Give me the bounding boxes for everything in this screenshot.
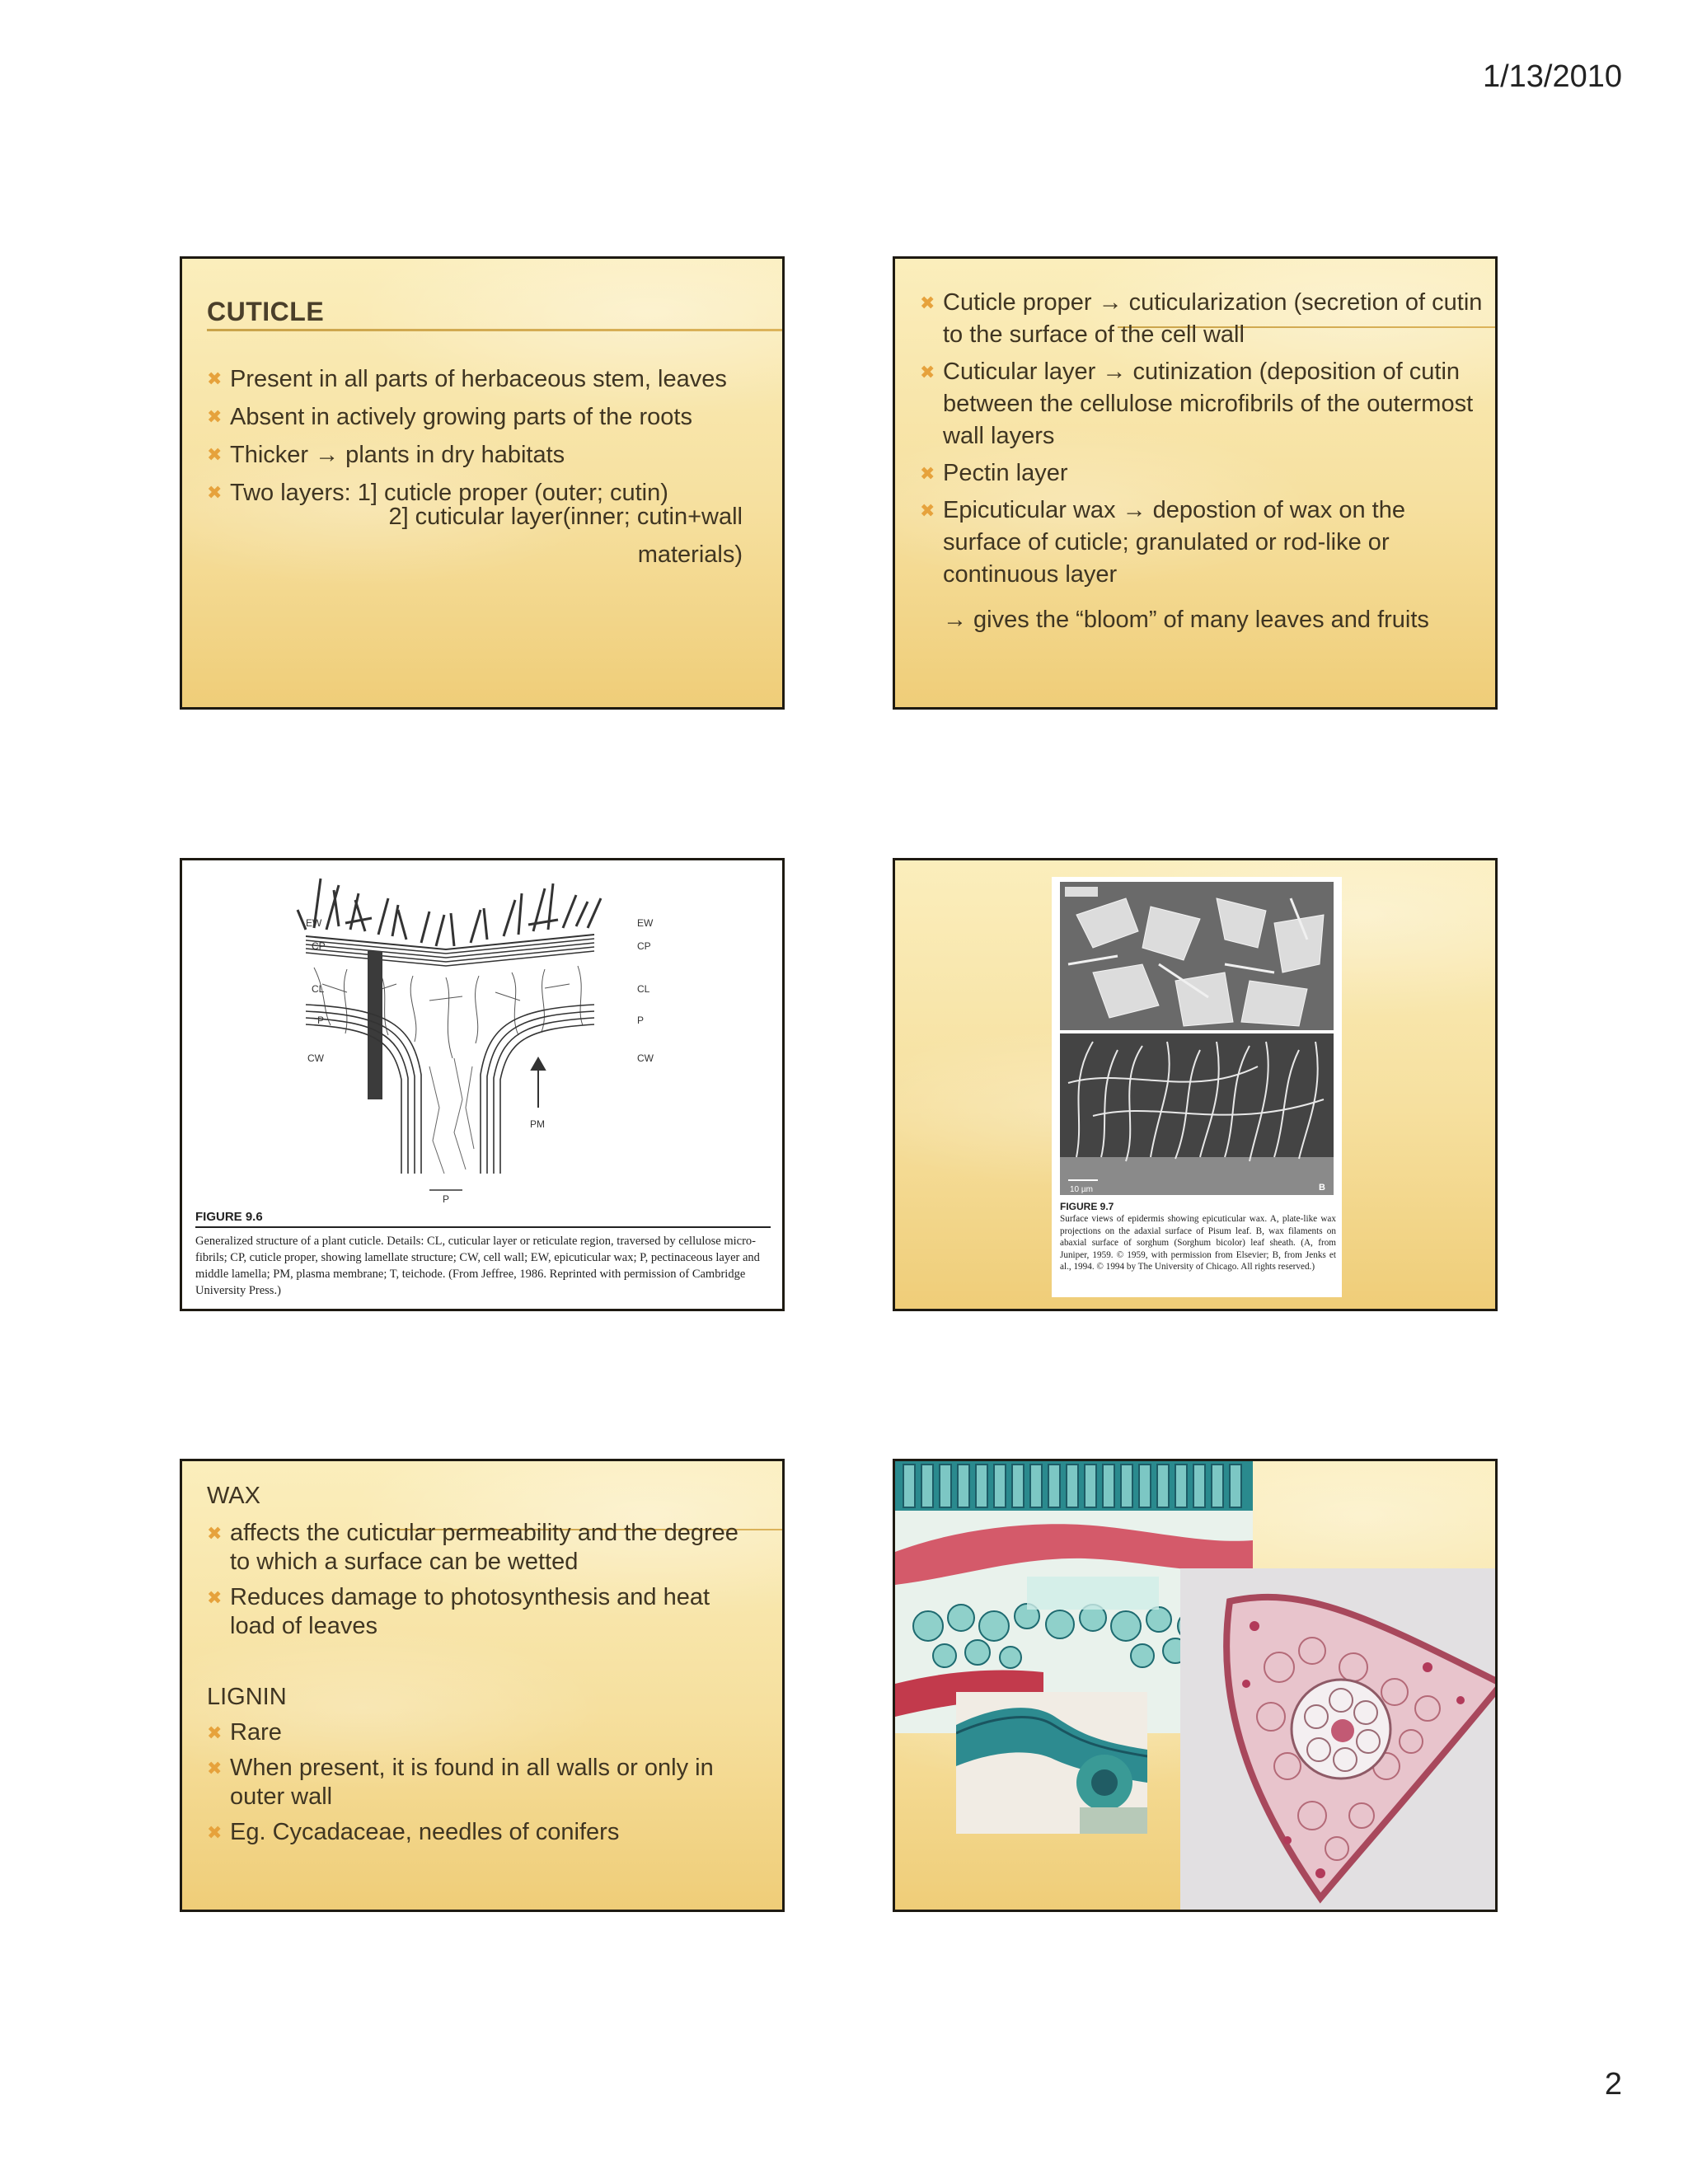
label-cp-left: CP (312, 940, 326, 952)
slide-wax-lignin (180, 1459, 785, 1912)
list-item: ✖ Rare (207, 1719, 282, 1746)
figure-caption-text: Generalized structure of a plant cuticle. Details: CL, cuticular layer or reticulate region, traversed by cellulose micro-fibrils; CP, cuticle proper, showing lamellate structure; CW, cell wall; EW, epicuticular wax; P, pectinaceous layer and middle lamella; PM, plasma membrane; T, teichode. (From Jeffree, 1986. Reprinted with permission of Cambridge University Press.) (195, 1235, 760, 1297)
label-p-left: P (317, 1015, 325, 1026)
page-number: 2 (1604, 2067, 1622, 2102)
cuticle-diagram (182, 860, 782, 1207)
panel-b-label: B (1319, 1183, 1325, 1193)
list-item: ✖ When present, it is found in all walls or only in outer wall (207, 1755, 714, 1810)
lignin-heading: LIGNIN (207, 1684, 287, 1710)
bullet-x-icon: ✖ (207, 1722, 223, 1743)
list-item: ✖ Eg. Cycadaceae, needles of conifers (207, 1819, 620, 1845)
label-p-right: P (637, 1015, 645, 1026)
list-item: ✖ Cuticular layer → cutinization (deposition of cutin between the cellulose microfibrils of the outermost wall layers (920, 356, 1489, 452)
title-underline (207, 329, 784, 331)
bullet-list (207, 363, 776, 509)
sem-micrograph-a (1060, 882, 1334, 1030)
list-item: ✖ Absent in actively growing parts of the roots (207, 401, 776, 434)
slide-title: CUTICLE (207, 297, 325, 326)
cuticle-proper (306, 935, 594, 966)
bullet-x-icon: ✖ (920, 362, 935, 382)
bullet-x-icon: ✖ (207, 482, 223, 503)
leaf-section-micrograph-3 (1180, 1568, 1498, 1912)
label-pm: PM (530, 1118, 545, 1130)
wax-bullet-list (207, 1519, 759, 1647)
scale-bar-label: 10 µm (1070, 1185, 1093, 1194)
pm-arrow (532, 1058, 545, 1108)
label-ew-left: EW (306, 917, 322, 929)
bullet-x-icon: ✖ (207, 406, 223, 427)
sem-micrograph-b (1060, 1033, 1334, 1195)
leaf-section-micrograph-2 (956, 1692, 1147, 1834)
bullet-list (920, 287, 1489, 596)
label-ew-right: EW (637, 917, 654, 929)
list-item: ✖ Reduces damage to photosynthesis and heat load of leaves (207, 1584, 710, 1639)
label-cl-left: CL (312, 983, 325, 995)
lignin-bullet-list (207, 1718, 759, 1854)
list-item: ✖ Cuticle proper → cuticularization (secretion of cutin to the surface of the cell wall (920, 287, 1489, 351)
bullet-x-icon: ✖ (920, 293, 935, 313)
list-item: ✖ Present in all parts of herbaceous stem, leaves (207, 363, 776, 396)
middle-lamella (429, 1058, 474, 1174)
figure-caption-text: Surface views of epidermis showing epicuticular wax. A, plate-like wax projections on the adaxial surface of Pisum leaf. B, wax filaments on abaxial surface of sorghum (Sorghum bicolor) leaf sheath. (A, from Juniper, 1959. © 1959, with permission from Elsevier; B, from Jenks et al., 1994. © 1994 by The University of Chicago. All rights reserved.) (1060, 1214, 1336, 1272)
figure-caption-rule (195, 1226, 771, 1228)
list-item: ✖ Pectin layer (920, 457, 1489, 490)
bullet-x-icon: ✖ (207, 368, 223, 389)
label-cw-right: CW (637, 1052, 654, 1064)
slide-cuticle-layers (893, 256, 1498, 710)
figure-caption-title: FIGURE 9.6 (195, 1210, 263, 1224)
bullet-x-icon: ✖ (207, 1587, 223, 1608)
bullet-x-icon: ✖ (207, 1822, 223, 1843)
label-cw-left: CW (307, 1052, 324, 1064)
micrograph-panel (1052, 877, 1342, 1297)
list-item: ✖ Thicker → plants in dry habitats (207, 438, 776, 471)
bullet-x-icon: ✖ (920, 500, 935, 521)
bullet-x-icon: ✖ (920, 463, 935, 484)
slide-leaf-sections (893, 1459, 1498, 1912)
bullet-x-icon: ✖ (207, 444, 223, 465)
list-item: ✖ Two layers: 1] cuticle proper (outer; cutin) (207, 476, 776, 509)
slide-cuticle (180, 256, 785, 710)
label-cp-right: CP (637, 940, 651, 952)
list-item: ✖ affects the cuticular permeability and the degree to which a surface can be wetted (207, 1520, 738, 1575)
wax-heading: WAX (207, 1483, 260, 1509)
label-p-bottom: P (443, 1193, 450, 1205)
slide-wax-micrographs (893, 858, 1498, 1311)
slide-cuticle-figure (180, 858, 785, 1311)
figure-caption-title: FIGURE 9.7 (1060, 1201, 1114, 1212)
continuation-line: 2] cuticular layer(inner; cutin+wall (388, 504, 743, 530)
list-item: ✖ Epicuticular wax → depostion of wax on the surface of cuticle; granulated or rod-like or continuous layer (920, 494, 1489, 591)
label-cl-right: CL (637, 983, 650, 995)
epicuticular-wax (298, 879, 601, 946)
page-date: 1/13/2010 (1482, 59, 1622, 94)
sub-line: → gives the “bloom” of many leaves and fruits (943, 607, 1429, 633)
continuation-line: materials) (637, 541, 743, 568)
cuticular-layer (314, 966, 583, 1058)
bullet-x-icon: ✖ (207, 1758, 223, 1779)
bullet-x-icon: ✖ (207, 1523, 223, 1544)
cell-wall (306, 1005, 594, 1174)
